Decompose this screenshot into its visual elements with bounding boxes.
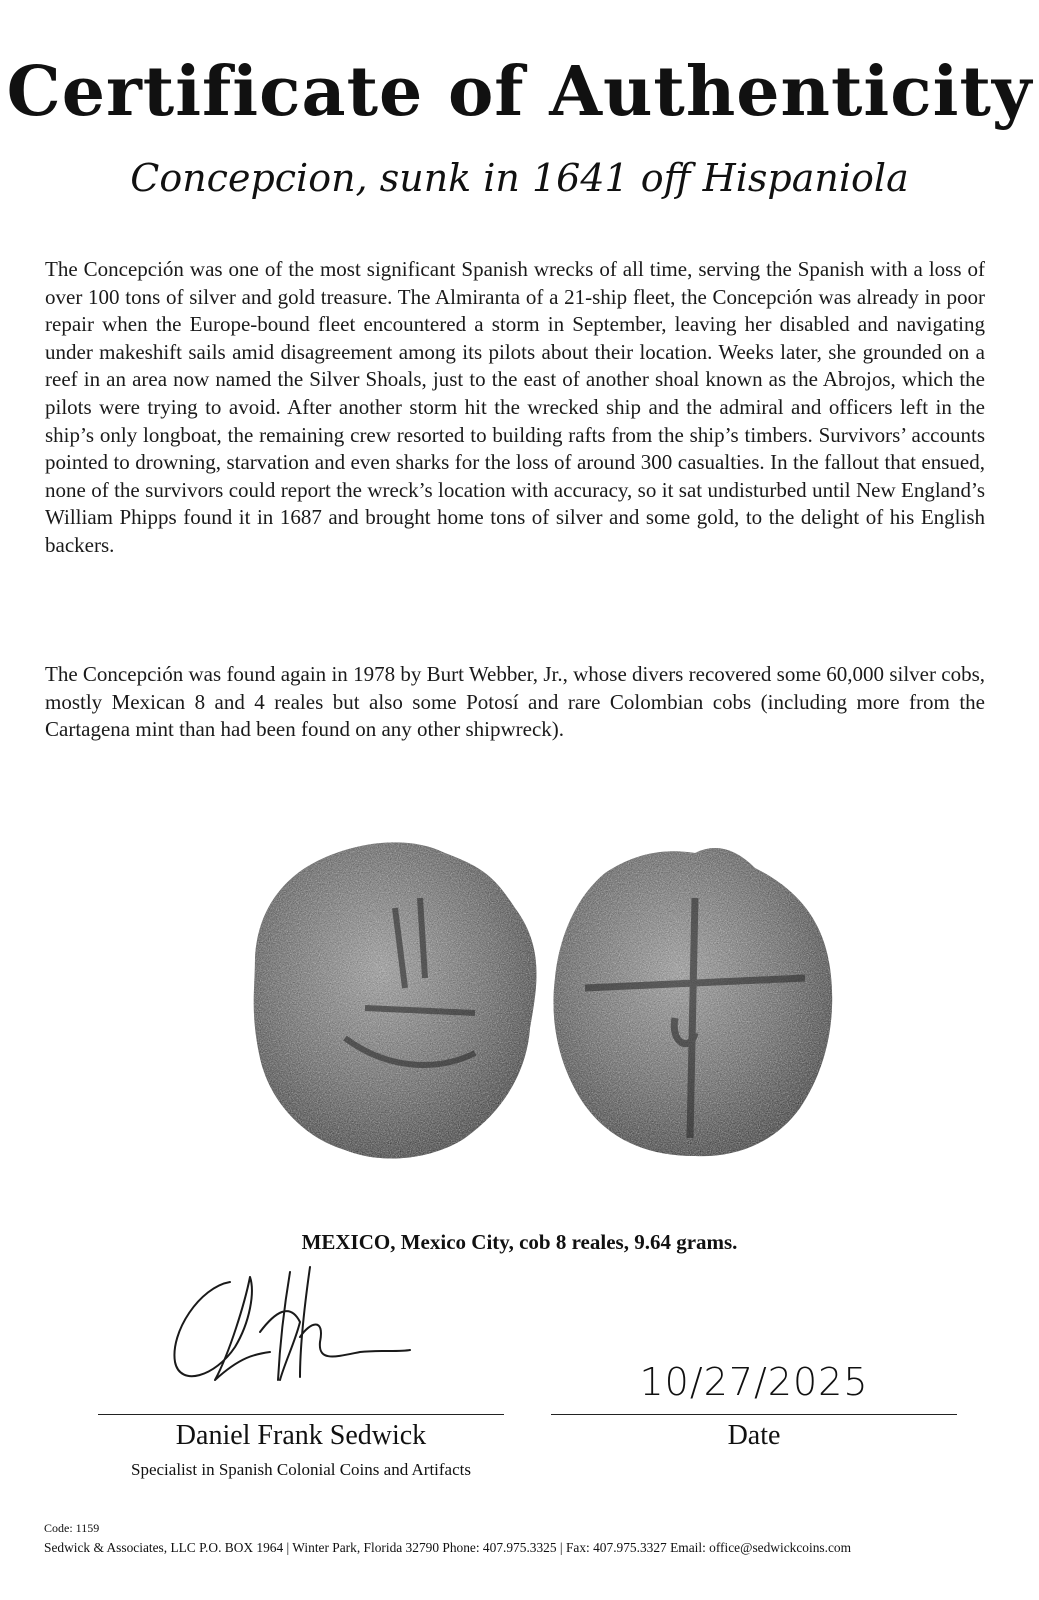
footer-contact: Sedwick & Associates, LLC P.O. BOX 1964 | Winter Park, Florida 32790 Phone: 407.975.3325 | Fax: 407.975.3327 Email: office@sedwickcoins.com: [44, 1540, 852, 1555]
date-line: [551, 1414, 957, 1415]
coin-photo: [245, 838, 845, 1168]
certificate-title: Certificate of Authenticity: [6, 52, 1033, 132]
signer-title: Specialist in Spanish Colonial Coins and Artifacts: [131, 1460, 471, 1479]
date-value: 10/27/2025: [639, 1360, 869, 1404]
coin-obverse: [254, 842, 537, 1158]
date-label: Date: [727, 1420, 781, 1451]
signer-name: Daniel Frank Sedwick: [175, 1420, 427, 1451]
certificate-code: Code: 1159: [44, 1521, 100, 1535]
signature-line: [98, 1414, 504, 1415]
signature-image: [160, 1262, 420, 1392]
certificate-subtitle: Concepcion, sunk in 1641 off Hispaniola: [130, 156, 909, 200]
history-paragraph-2: The Concepción was found again in 1978 by Burt Webber, Jr., whose divers recovered some 60,000 silver cobs, mostly Mexican 8 and 4 reales but also some Potosí and rare Colombian cobs (including more from the Cartagena mint than had been found on any other shipwreck).: [45, 662, 985, 742]
coin-description: MEXICO, Mexico City, cob 8 reales, 9.64 grams.: [301, 1230, 738, 1254]
history-paragraph-1: The Concepción was one of the most significant Spanish wrecks of all time, serving the Spanish with a loss of over 100 tons of silver and gold treasure. The Almiranta of a 21-ship fleet, the Concepción was already in poor repair when the Europe-bound fleet encountered a storm in September, leaving her disabled and navigating under makeshift sails amid disagreement among its pilots about their location. Weeks later, she grounded on a reef in an area now named the Silver Shoals, just to the east of another shoal known as the Abrojos, which the pilots were trying to avoid. After another storm hit the wrecked ship and the admiral and officers left in the ship’s only longboat, the remaining crew resorted to building rafts from the ship’s timbers. Survivors’ accounts pointed to drowning, starvation and even sharks for the loss of around 300 casualties. In the fallout that ensued, none of the survivors could report the wreck’s location with accuracy, so it sat undisturbed until New England’s William Phipps found it in 1687 and brought home tons of silver and some gold, to the delight of his English backers.: [45, 257, 985, 557]
coin-reverse: [553, 848, 832, 1156]
